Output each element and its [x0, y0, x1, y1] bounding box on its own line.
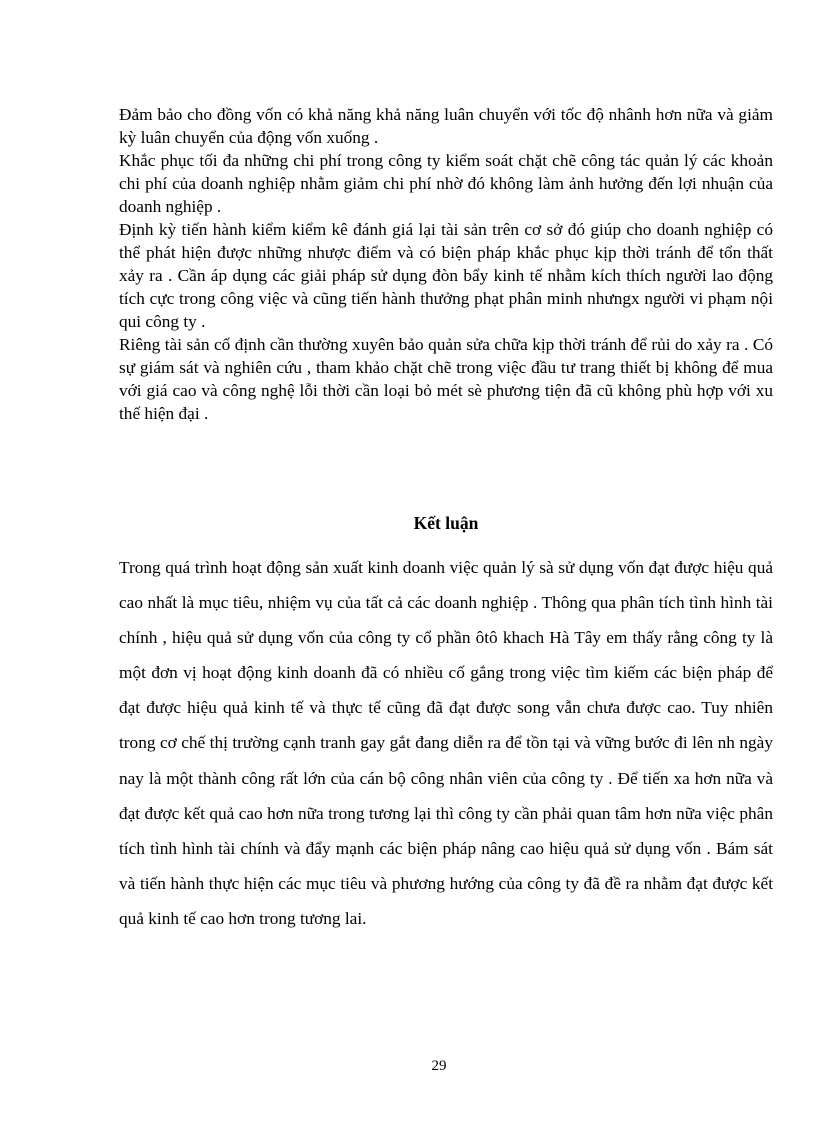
- page-number: 29: [431, 1058, 447, 1074]
- paragraph-fixed-assets: Riêng tài sản cố định cần thường xuyên bảo quản sửa chữa kịp thời tránh để rủi do xảy ra . Có sự giám sát và nghiên cứu , tham khảo chặt chẽ trong việc đầu tư trang thiết bị không để mua với giá cao và công nghệ lỗi thời cần loại bỏ mét sè phương tiện đã cũ không phù hợp với xu thế hiện đại .: [119, 335, 773, 423]
- conclusion-paragraph: Trong quá trình hoạt động sản xuất kinh doanh việc quản lý sà sử dụng vốn đạt được hiệu quả cao nhất là mục tiêu, nhiệm vụ của tất cả các doanh nghiệp . Thông qua phân tích tình hình tài chính , hiệu quả sử dụng vốn của công ty cổ phần ôtô khach Hà Tây em thấy rằng công ty là một đơn vị hoạt động kinh doanh đã có nhiều cố gắng trong việc tìm kiếm các biện pháp để đạt được hiệu quả kinh tế và thực tế cũng đã đạt được song vẫn chưa được cao. Tuy nhiên trong cơ chế thị trường cạnh tranh gay gắt đang diễn ra để tồn tại và vững bước đi lên nh ngày nay là một thành công rất lớn của cán bộ công nhân viên của công ty . Để tiến xa hơn nữa và đạt được kết quả cao hơn nữa trong tương lại thì công ty cần phải quan tâm hơn nữa việc phân tích tình hình tài chính và đẩy mạnh các biện pháp nâng cao hiệu quả sử dụng vốn . Bám sát và tiến hành thực hiện các mục tiêu và phương hướng của công ty đã đề ra nhằm đạt được kết quả kinh tế cao hơn trong tương lai.: [119, 558, 773, 928]
- paragraph-asset-inventory: Định kỳ tiến hành kiểm kiểm kê đánh giá lại tài sản trên cơ sở đó giúp cho doanh nghiệp có thể phát hiện được những nhược điểm và có biện pháp khắc phục kịp thời tránh để tổn thất xảy ra . Cần áp dụng các giải pháp sử dụng đòn bẩy kinh tế nhằm kích thích người lao động tích cực trong công việc và cũng tiến hành thưởng phạt phân minh nhưngx người vi phạm nội qui công ty .: [119, 220, 773, 331]
- solutions-section: [119, 103, 773, 425]
- paragraph-capital-turnover: Đảm bảo cho đồng vốn có khả năng khả năng luân chuyển với tốc độ nhânh hơn nữa và giảm kỳ luân chuyển của động vốn xuống .: [119, 105, 773, 147]
- conclusion-heading: Kết luận: [413, 513, 479, 533]
- conclusion-section: [119, 550, 773, 936]
- paragraph-cost-control: Khắc phục tối đa những chi phí trong công ty kiểm soát chặt chẽ công tác quản lý các khoản chi phí của doanh nghiệp nhằm giảm chi phí nhờ đó không làm ảnh hưởng đến lợi nhuận của doanh nghiệp .: [119, 151, 773, 216]
